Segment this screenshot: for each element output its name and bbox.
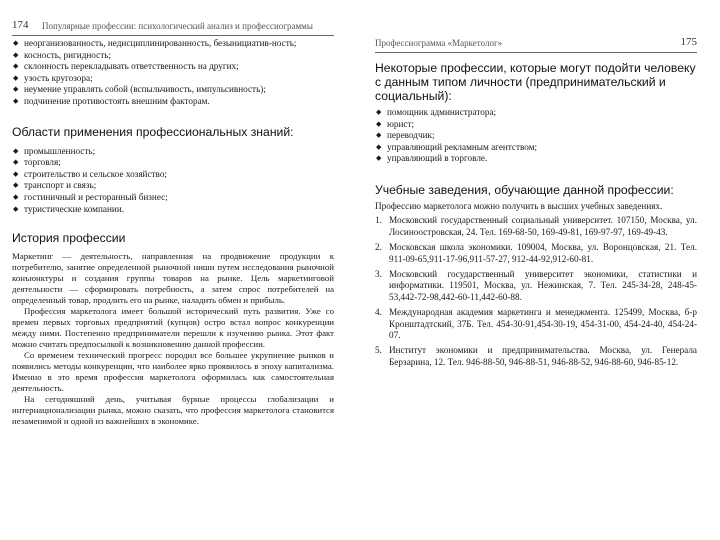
diamond-bullet-icon: ◆ bbox=[13, 62, 19, 71]
diamond-bullet-icon: ◆ bbox=[13, 158, 19, 167]
page-number: 175 bbox=[680, 36, 697, 48]
list-item: ◆ неумение управлять собой (вспыльчивость, импульсивность); bbox=[13, 84, 266, 95]
list-item: ◆ подчинение противостоять внешним факторам. bbox=[13, 95, 210, 106]
list-item: ◆ юрист; bbox=[376, 118, 415, 129]
list-item: 3. Московский государственный университет экономики, статистики и информатики. 119501, Москва, ул. Нежинская, 7. Тел. 245-34-28, 248-45-53,442-72-98,442-60-11,442-60-88. bbox=[375, 269, 697, 302]
list-item: ◆ промышленность; bbox=[13, 145, 96, 156]
list-item: 5. Институт экономики и предпринимательства. Москва, ул. Генерала Берзарина, 12. Тел. 946-88-50, 946-88-51, 946-88-52, 946-88-60, 946-85-12. bbox=[375, 345, 697, 367]
list-item: ◆ управляющий рекламным агентством; bbox=[376, 141, 538, 152]
section-heading-history: История профессии bbox=[12, 231, 126, 246]
diamond-bullet-icon: ◆ bbox=[376, 119, 382, 128]
education-intro: Профессию маркетолога можно получить в высших учебных заведениях. bbox=[375, 200, 663, 211]
list-item: 4. Международная академия маркетинга и менеджмента. 125499, Москва, б-р Кронштадтский, 37Б. Тел. 454-30-91,454-30-19, 454-31-00, 454-24-40, 454-24-07. bbox=[375, 307, 697, 341]
list-item: ◆ транспорт и связь; bbox=[13, 180, 97, 191]
left-page bbox=[0, 0, 350, 540]
diamond-bullet-icon: ◆ bbox=[376, 131, 382, 140]
institutions-list bbox=[375, 215, 697, 368]
negative-traits-list bbox=[12, 38, 334, 108]
list-item: ◆ узость кругозора; bbox=[13, 72, 93, 83]
list-item: ◆ торговля; bbox=[13, 157, 61, 168]
list-item: ◆ косность, ригидность; bbox=[13, 49, 111, 60]
diamond-bullet-icon: ◆ bbox=[13, 169, 19, 178]
paragraph: Профессия маркетолога имеет большой исторический путь развития. Уже со времен первых торговых предприятий (купцов) остро встал вопрос конкуренции между ними. Постепенно предприниматели перешли к изучению рынка. Этот факт можно считать предпосылкой к возникновению данной профессии. bbox=[12, 306, 334, 350]
diamond-bullet-icon: ◆ bbox=[13, 73, 19, 82]
diamond-bullet-icon: ◆ bbox=[376, 154, 382, 163]
list-item: 2. Московская школа экономики. 109004, Москва, ул. Воронцовская, 21. Тел. 911-09-65,911-17-96,911-57-27, 912-44-92,912-60-81. bbox=[375, 242, 697, 264]
list-item: 1. Московский государственный социальный университет. 107150, Москва, ул. Лосиноостровская, 24. Тел. 169-68-50, 169-49-81, 169-97-97, 169-49-43. bbox=[375, 215, 697, 237]
right-page bbox=[363, 0, 708, 540]
list-item: ◆ управляющий в торговле. bbox=[376, 153, 488, 164]
paragraph: На сегодняшний день, учитывая бурные процессы глобализации и интернационализации рынка, можно сказать, что профессия маркетолога становится незаменимой и одной из важнейших в экономике. bbox=[12, 394, 334, 427]
paragraph: Маркетинг — деятельность, направленная на продвижение продукции к потребителю, занятие определенной рыночной ниши путем исследования рыночной конъюнктуры и создания группы товаров на рынке. Цель маркетинговой деятельности — сформировать потребность, а затем спрос потребителей на определенный товар, продлить его на рынке, наладить обмен и прибыль. bbox=[12, 251, 334, 306]
diamond-bullet-icon: ◆ bbox=[13, 204, 19, 213]
section-heading-education: Учебные заведения, обучающие данной профессии: bbox=[375, 182, 674, 197]
history-text bbox=[12, 251, 334, 427]
running-title: Популярные профессии: психологический анализ и профессиограммы bbox=[42, 21, 313, 31]
list-item: ◆ переводчик; bbox=[376, 130, 435, 141]
section-heading-fields: Области применения профессиональных знаний: bbox=[12, 124, 294, 139]
diamond-bullet-icon: ◆ bbox=[13, 50, 19, 59]
list-item: ◆ склонность перекладывать ответственность на других; bbox=[13, 61, 239, 72]
running-header-left bbox=[12, 15, 334, 36]
page-number: 174 bbox=[12, 19, 29, 31]
list-item: ◆ неорганизованность, недисциплинированность, безынициатив-ность; bbox=[13, 38, 297, 48]
paragraph: Со временем технический прогресс породил все большее укрупнение рынков и появились методы конкуренции, что наиболее ярко проявилось в эпоху капитализма. Именно в это время профессия маркетолога оформилась как самостоятельная деятельность. bbox=[12, 350, 334, 394]
diamond-bullet-icon: ◆ bbox=[376, 108, 382, 116]
diamond-bullet-icon: ◆ bbox=[13, 85, 19, 94]
running-header-right bbox=[375, 32, 697, 53]
list-item: ◆ гостиничный и ресторанный бизнес; bbox=[13, 191, 168, 202]
list-item: ◆ туристические компании. bbox=[13, 203, 125, 214]
diamond-bullet-icon: ◆ bbox=[13, 181, 19, 190]
list-item: ◆ помощник администратора; bbox=[376, 107, 497, 117]
right-page-body bbox=[363, 61, 697, 368]
diamond-bullet-icon: ◆ bbox=[13, 146, 19, 155]
running-title: Профессиограмма «Маркетолог» bbox=[375, 38, 503, 48]
fields-list bbox=[12, 146, 334, 216]
section-heading-related: Некоторые профессии, которые могут подойти человеку с данным типом личности (предпринимательский и социальный): bbox=[375, 61, 696, 103]
diamond-bullet-icon: ◆ bbox=[376, 142, 382, 151]
list-item: ◆ строительство и сельское хозяйство; bbox=[13, 168, 167, 179]
left-page-body bbox=[0, 38, 334, 427]
diamond-bullet-icon: ◆ bbox=[13, 39, 19, 47]
related-professions-list bbox=[375, 107, 697, 165]
diamond-bullet-icon: ◆ bbox=[13, 192, 19, 201]
diamond-bullet-icon: ◆ bbox=[13, 96, 19, 105]
